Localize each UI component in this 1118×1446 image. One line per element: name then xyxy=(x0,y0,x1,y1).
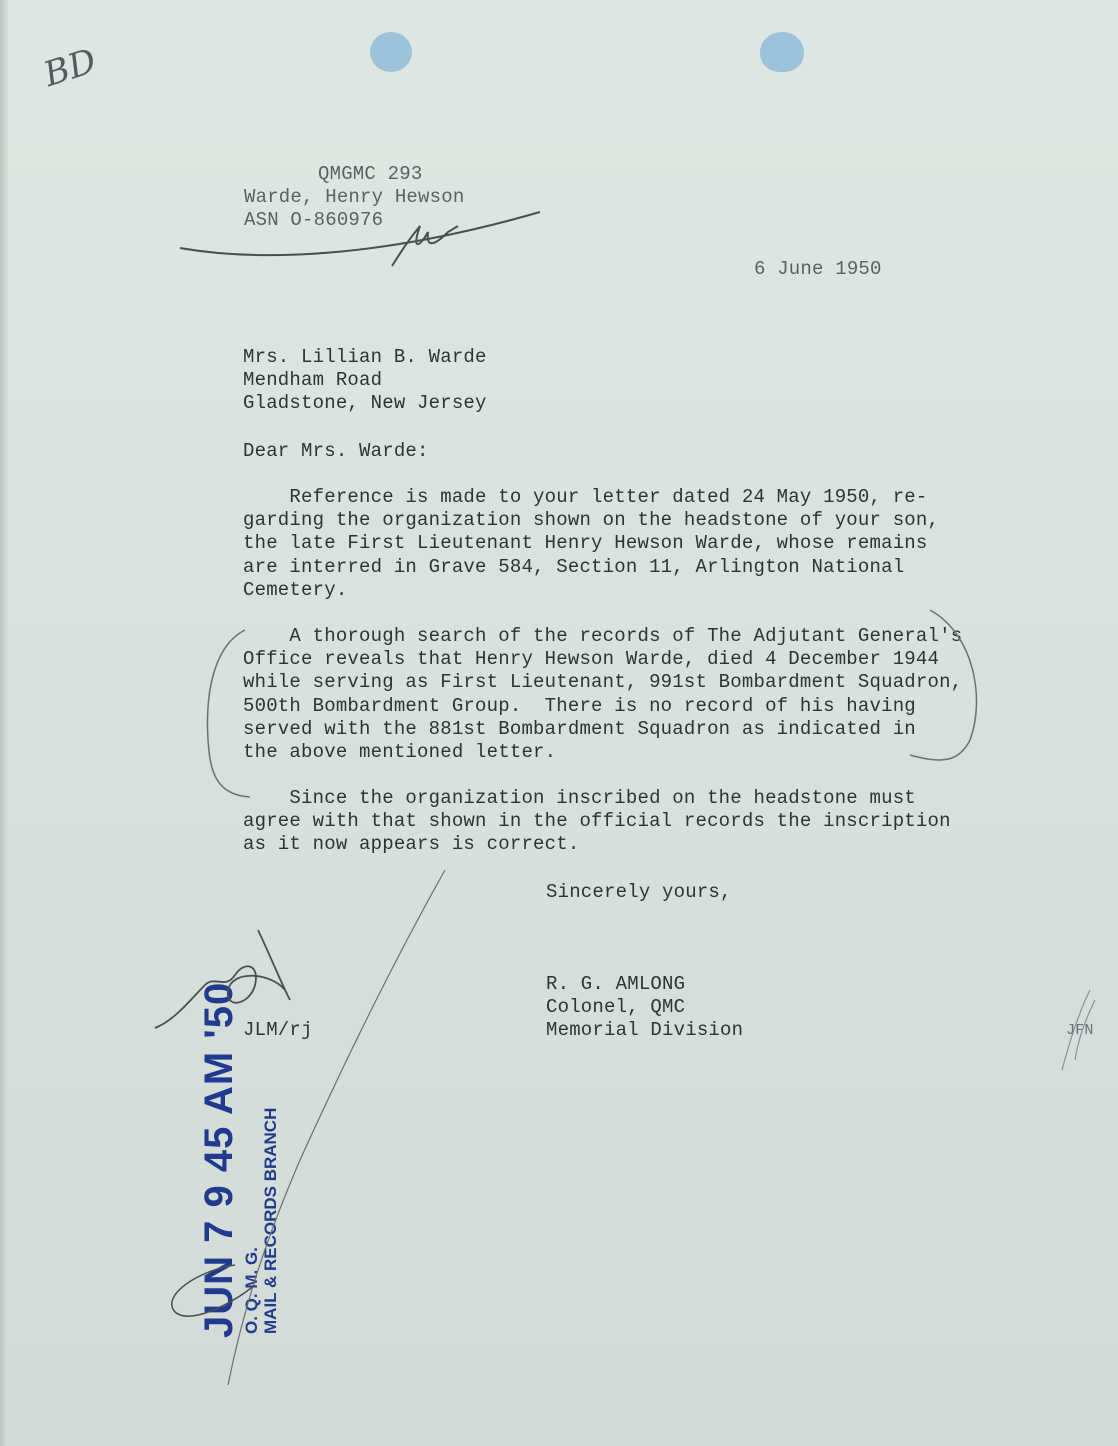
reference-asn: ASN O-860976 xyxy=(244,209,384,232)
stamp-office-line2: MAIL & RECORDS BRANCH xyxy=(261,1107,280,1334)
paragraph-line: agree with that shown in the official records the inscription xyxy=(243,810,951,833)
recipient-address xyxy=(243,346,487,416)
stamp-office xyxy=(242,982,280,1334)
closing: Sincerely yours, xyxy=(546,881,732,903)
page-edge-shadow xyxy=(0,0,8,1446)
signature-block xyxy=(546,973,743,1043)
letter-date: 6 June 1950 xyxy=(754,258,882,280)
signatory-division: Memorial Division xyxy=(546,1019,744,1042)
paragraph-line: while serving as First Lieutenant, 991st Bombardment Squadron, xyxy=(243,671,963,694)
margin-note: BD xyxy=(39,40,102,96)
reference-block xyxy=(244,163,464,233)
signatory-name: R. G. AMLONG xyxy=(546,973,686,995)
reference-code: QMGMC 293 xyxy=(318,163,423,185)
reference-name: Warde, Henry Hewson xyxy=(244,186,465,209)
paragraph-line: are interred in Grave 584, Section 11, Arlington National xyxy=(243,555,905,578)
paragraph-line: Cemetery. xyxy=(243,578,348,601)
stamp-datetime: JUN 7 9 45 AM '50 xyxy=(197,981,241,1338)
paragraph-line: 500th Bombardment Group. There is no record of his having xyxy=(243,694,916,717)
right-margin-initials: JFN xyxy=(1066,1022,1094,1039)
punch-hole-left xyxy=(370,32,412,72)
stamp-office-line1: O. Q. M. G. xyxy=(242,1247,261,1334)
salutation: Dear Mrs. Warde: xyxy=(243,440,429,462)
recipient-street: Mendham Road xyxy=(243,369,383,392)
paragraph-line: the late First Lieutenant Henry Hewson Warde, whose remains xyxy=(243,532,928,555)
paragraph-line: the above mentioned letter. xyxy=(243,741,557,764)
paragraph-line: as it now appears is correct. xyxy=(243,833,580,856)
received-stamp xyxy=(196,982,280,1338)
paragraph-line: Office reveals that Henry Hewson Warde, died 4 December 1944 xyxy=(243,648,940,671)
paragraph-line: Reference is made to your letter dated 24 May 1950, re- xyxy=(243,486,928,508)
paragraph-records-search xyxy=(243,625,962,764)
paragraph-conclusion xyxy=(243,787,951,857)
typist-initials: JLM/rj xyxy=(243,1019,313,1041)
paragraph-line: garding the organization shown on the headstone of your son, xyxy=(243,509,940,532)
signatory-rank: Colonel, QMC xyxy=(546,996,686,1019)
paragraph-line: Since the organization inscribed on the headstone must xyxy=(243,787,916,809)
paragraph-reference xyxy=(243,486,939,602)
recipient-city: Gladstone, New Jersey xyxy=(243,392,487,415)
punch-hole-right xyxy=(760,32,804,72)
paragraph-line: A thorough search of the records of The Adjutant General's xyxy=(243,625,963,647)
recipient-name: Mrs. Lillian B. Warde xyxy=(243,346,487,368)
paragraph-line: served with the 881st Bombardment Squadron as indicated in xyxy=(243,717,916,740)
